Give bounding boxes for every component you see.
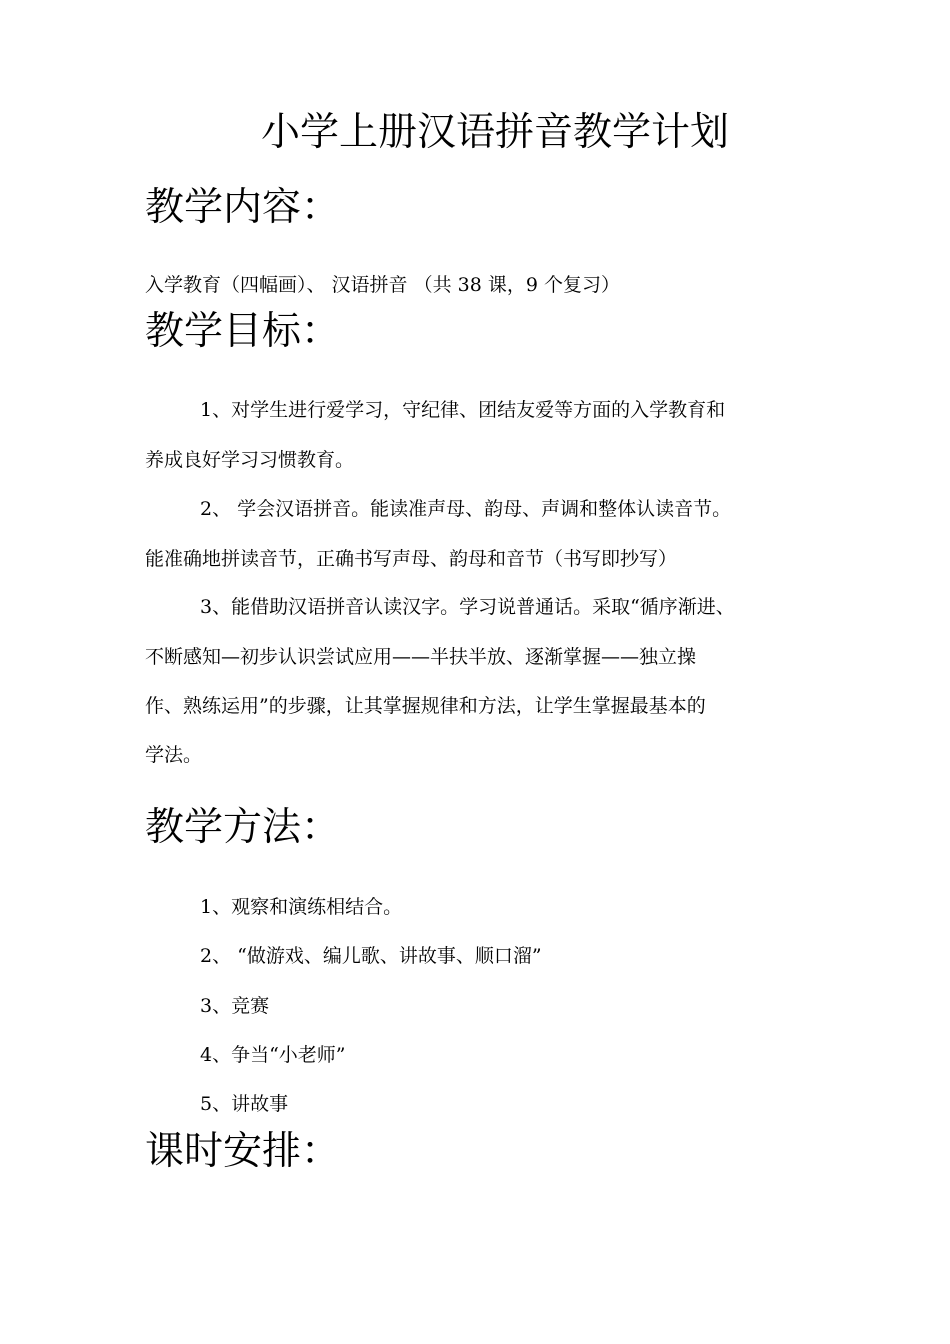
heading-teaching-content: 教学内容： xyxy=(145,185,341,230)
goal-line-6: 不断感知—初步认识尝试应用——半扶半放、逐渐掌握——独立操 xyxy=(145,646,697,668)
goal-line-1: 1、对学生进行爱学习，守纪律、团结友爱等方面的入学教育和 xyxy=(200,399,726,421)
teaching-content-text: 入学教育（四幅画）、 汉语拼音 （共 38 课，9 个复习） xyxy=(145,274,620,296)
goal-line-3: 2、 学会汉语拼音。能读准声母、韵母、声调和整体认读音节。 xyxy=(200,498,732,520)
document-title: 小学上册汉语拼音教学计划 xyxy=(260,110,729,155)
method-item-5: 5、讲故事 xyxy=(200,1093,289,1115)
heading-teaching-methods: 教学方法： xyxy=(145,805,341,850)
heading-class-schedule: 课时安排： xyxy=(145,1129,341,1174)
goal-line-7: 作、熟练运用”的步骤，让其掌握规律和方法，让学生掌握最基本的 xyxy=(145,695,706,717)
goal-line-2: 养成良好学习习惯教育。 xyxy=(145,449,355,471)
method-item-3: 3、竞赛 xyxy=(200,995,270,1017)
goal-line-5: 3、能借助汉语拼音认读汉字。学习说普通话。采取“循序渐进、 xyxy=(200,596,735,618)
method-item-4: 4、争当“小老师” xyxy=(200,1044,346,1066)
goal-line-4: 能准确地拼读音节，正确书写声母、韵母和音节（书写即抄写） xyxy=(145,548,678,570)
method-item-2: 2、 “做游戏、编儿歌、讲故事、顺口溜” xyxy=(200,945,542,967)
method-item-1: 1、观察和演练相结合。 xyxy=(200,896,403,918)
goal-line-8: 学法。 xyxy=(145,744,203,766)
heading-teaching-goals: 教学目标： xyxy=(145,309,341,354)
